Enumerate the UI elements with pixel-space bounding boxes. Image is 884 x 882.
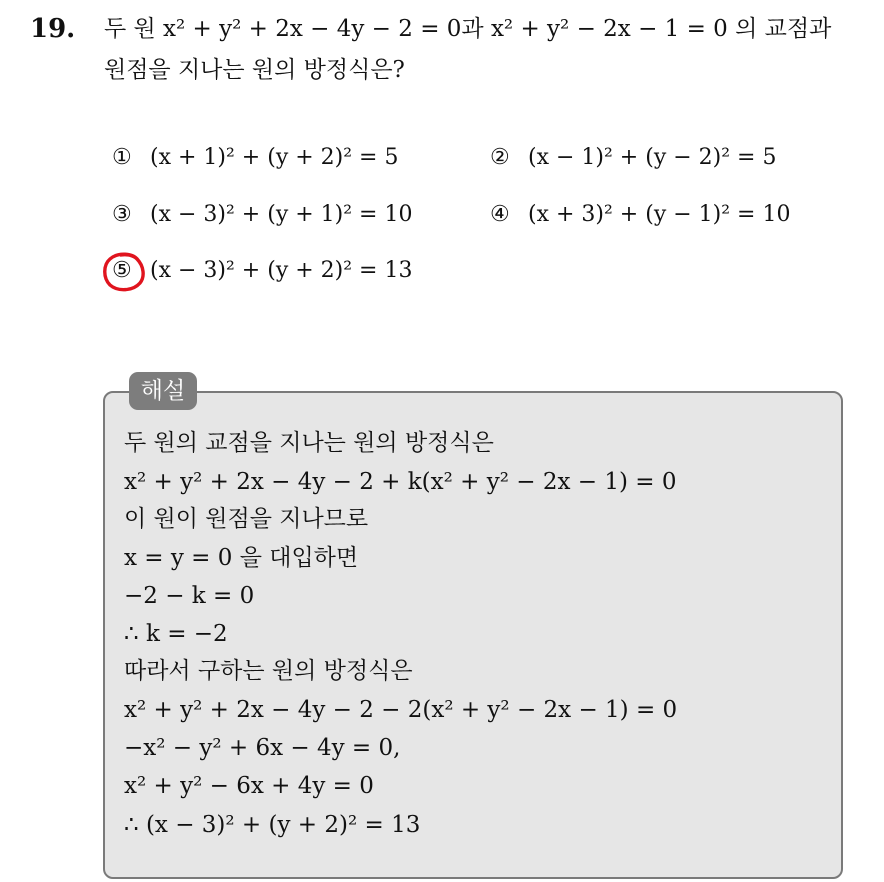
question-number: 19. (30, 14, 76, 44)
question-text-line-2: 원점을 지나는 원의 방정식은? (104, 57, 405, 83)
question-text-line-1: 두 원 x² + y² + 2x − 4y − 2 = 0과 x² + y² − 2x − 1 = 0 의 교점과 (104, 16, 832, 42)
solution-line-2: x² + y² + 2x − 4y − 2 + k(x² + y² − 2x − 1) = 0 (124, 469, 677, 495)
choice-1-number: ① (112, 145, 132, 170)
choice-1-text: (x + 1)² + (y + 2)² = 5 (150, 145, 399, 170)
solution-line-11: ∴ (x − 3)² + (y + 2)² = 13 (124, 812, 421, 838)
choice-5-number: ⑤ (112, 258, 132, 283)
choice-4[interactable] (490, 198, 790, 232)
choice-1[interactable] (112, 141, 398, 175)
solution-line-9: −x² − y² + 6x − 4y = 0, (124, 735, 401, 761)
choice-2-number: ② (490, 145, 510, 170)
choice-2-text: (x − 1)² + (y − 2)² = 5 (528, 145, 777, 170)
choice-3-text: (x − 3)² + (y + 1)² = 10 (150, 202, 413, 227)
answer-circle-mark (100, 248, 148, 294)
choice-4-number: ④ (490, 202, 510, 227)
choice-4-text: (x + 3)² + (y − 1)² = 10 (528, 202, 791, 227)
solution-tab-label: 해설 (129, 372, 197, 410)
choice-5[interactable] (112, 254, 412, 288)
solution-line-4: x = y = 0 을 대입하면 (124, 545, 359, 571)
choice-5-text: (x − 3)² + (y + 2)² = 13 (150, 258, 413, 283)
solution-line-10: x² + y² − 6x + 4y = 0 (124, 773, 374, 799)
solution-line-3: 이 원이 원점을 지나므로 (124, 506, 369, 532)
solution-line-6: ∴ k = −2 (124, 621, 228, 647)
choice-2[interactable] (490, 141, 776, 175)
solution-line-5: −2 − k = 0 (124, 583, 255, 609)
solution-line-8: x² + y² + 2x − 4y − 2 − 2(x² + y² − 2x − 1) = 0 (124, 697, 678, 723)
choice-3-number: ③ (112, 202, 132, 227)
solution-line-7: 따라서 구하는 원의 방정식은 (124, 658, 413, 684)
solution-line-1: 두 원의 교점을 지나는 원의 방정식은 (124, 430, 494, 456)
choice-3[interactable] (112, 198, 412, 232)
